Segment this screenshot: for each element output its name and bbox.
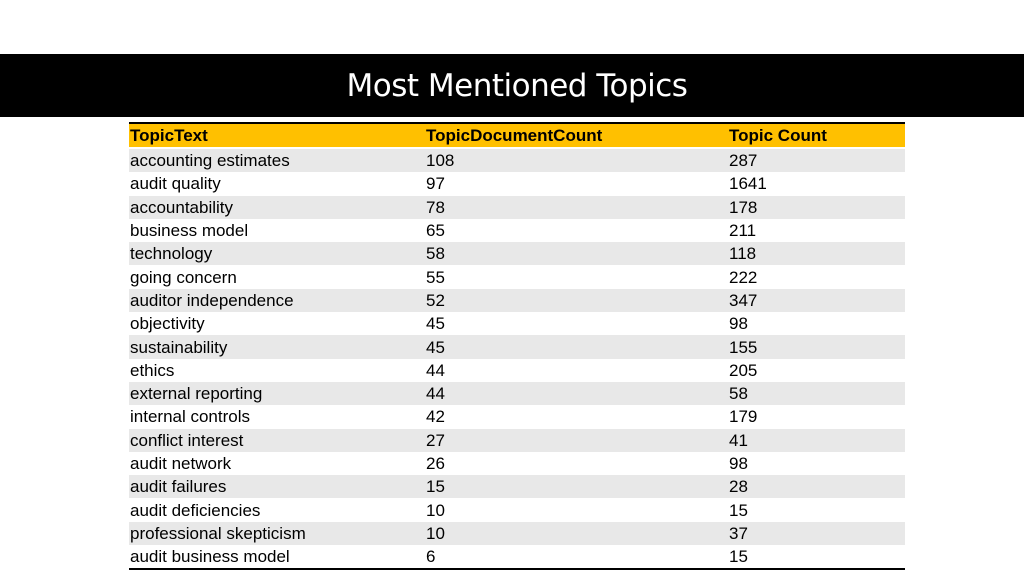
cell-topic-count: 1641: [729, 174, 767, 194]
table-row: [129, 335, 905, 358]
topics-table-container: [129, 122, 905, 570]
cell-topic-text: going concern: [130, 267, 237, 287]
table-row: [129, 405, 905, 428]
table-row: [129, 429, 905, 452]
cell-topic-text: accounting estimates: [130, 151, 290, 171]
cell-topic-count: 178: [729, 197, 758, 217]
header-topic-count: Topic Count: [729, 126, 827, 145]
cell-topic-text: auditor independence: [130, 290, 294, 310]
cell-topic-text: technology: [130, 244, 213, 264]
table-row: [129, 382, 905, 405]
cell-topic-document-count: 26: [426, 454, 445, 473]
cell-topic-text: audit quality: [130, 174, 221, 194]
cell-topic-text: ethics: [130, 360, 175, 380]
cell-topic-text: external reporting: [130, 384, 263, 404]
cell-topic-document-count: 65: [426, 221, 445, 241]
table-row: [129, 148, 905, 172]
topics-table: [129, 122, 905, 570]
cell-topic-document-count: 15: [426, 477, 445, 497]
cell-topic-count: 287: [729, 151, 758, 171]
cell-topic-text: audit business model: [130, 547, 290, 567]
cell-topic-count: 211: [729, 221, 757, 241]
cell-topic-count: 98: [729, 454, 748, 473]
cell-topic-document-count: 52: [426, 290, 445, 310]
cell-topic-document-count: 42: [426, 407, 445, 427]
title-bar: [0, 54, 1024, 117]
cell-topic-document-count: 97: [426, 174, 445, 194]
cell-topic-document-count: 78: [426, 197, 445, 217]
cell-topic-count: 28: [729, 477, 748, 497]
cell-topic-document-count: 6: [426, 547, 436, 567]
slide-title: Most Mentioned Topics: [346, 67, 688, 104]
table-row: [129, 522, 905, 545]
cell-topic-count: 37: [729, 523, 748, 543]
cell-topic-text: audit deficiencies: [130, 500, 261, 520]
cell-topic-count: 41: [729, 430, 748, 450]
table-row: [129, 196, 905, 219]
cell-topic-text: professional skepticism: [130, 523, 306, 543]
table-row: [129, 289, 905, 312]
cell-topic-text: audit network: [130, 454, 232, 473]
table-row: [129, 545, 905, 569]
cell-topic-document-count: 45: [426, 314, 445, 334]
cell-topic-document-count: 10: [426, 500, 445, 520]
cell-topic-text: accountability: [130, 197, 234, 217]
header-topic-text: TopicText: [130, 126, 208, 145]
cell-topic-count: 222: [729, 267, 758, 287]
table-row: [129, 242, 905, 265]
table-body: [129, 148, 905, 569]
cell-topic-text: conflict interest: [130, 430, 244, 450]
cell-topic-document-count: 55: [426, 267, 445, 287]
table-row: [129, 312, 905, 335]
table-header-row: [129, 123, 905, 148]
table-row: [129, 498, 905, 521]
cell-topic-count: 58: [729, 384, 748, 404]
cell-topic-text: internal controls: [130, 407, 251, 427]
header-topic-document-count: TopicDocumentCount: [426, 126, 603, 145]
cell-topic-document-count: 58: [426, 244, 445, 264]
cell-topic-document-count: 44: [426, 384, 445, 404]
cell-topic-count: 118: [729, 244, 757, 264]
cell-topic-text: sustainability: [130, 337, 228, 357]
table-row: [129, 475, 905, 498]
table-row: [129, 359, 905, 382]
table-row: [129, 219, 905, 242]
cell-topic-document-count: 45: [426, 337, 445, 357]
table-row: [129, 172, 905, 195]
cell-topic-count: 98: [729, 314, 748, 334]
cell-topic-document-count: 10: [426, 523, 445, 543]
cell-topic-count: 15: [729, 500, 748, 520]
cell-topic-text: audit failures: [130, 477, 227, 497]
cell-topic-count: 205: [729, 360, 758, 380]
cell-topic-document-count: 44: [426, 360, 445, 380]
table-row: [129, 265, 905, 288]
cell-topic-count: 15: [729, 547, 748, 567]
table-row: [129, 452, 905, 475]
cell-topic-count: 347: [729, 290, 758, 310]
cell-topic-text: objectivity: [130, 314, 205, 334]
cell-topic-document-count: 108: [426, 151, 455, 171]
cell-topic-document-count: 27: [426, 430, 445, 450]
cell-topic-count: 179: [729, 407, 758, 427]
cell-topic-text: business model: [130, 221, 249, 241]
cell-topic-count: 155: [729, 337, 758, 357]
